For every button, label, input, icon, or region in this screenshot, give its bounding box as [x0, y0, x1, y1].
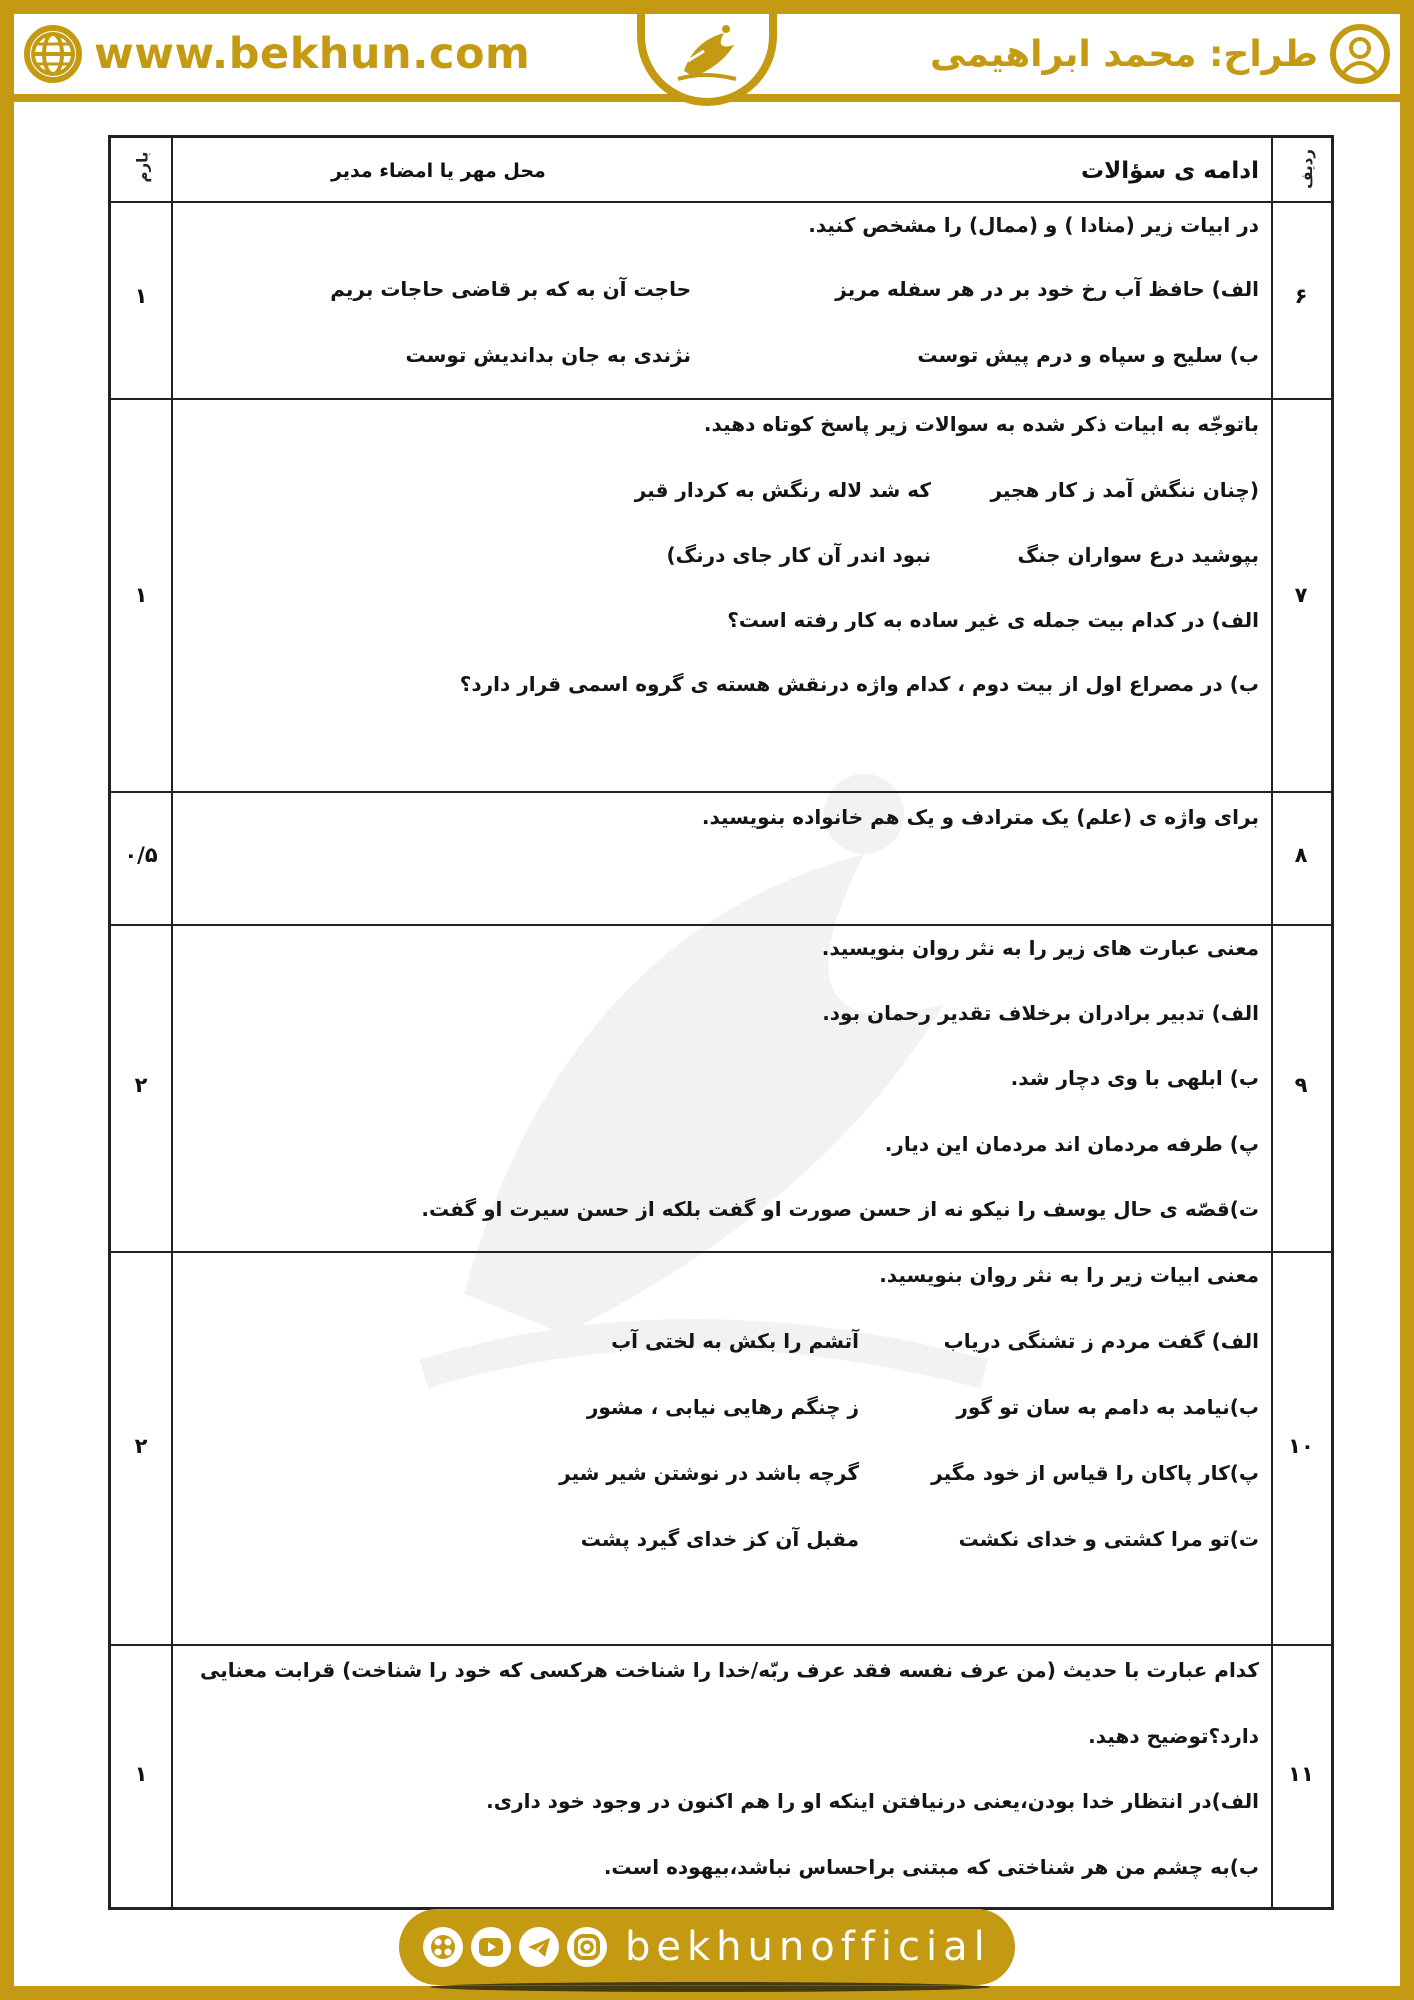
sub-question: الف) در کدام بیت جمله ی غیر ساده به کار رفته است؟	[727, 608, 1259, 632]
sub-question: پ) طرفه مردمان اند مردمان این دیار.	[884, 1132, 1259, 1156]
question-number: ۷	[1294, 583, 1308, 607]
question-number: ۱۱	[1288, 1762, 1314, 1786]
verse-line: الف) حافظ آب رخ خود بر در هر سفله مریز	[835, 277, 1259, 301]
question-prompt: در ابیات زیر (منادا ) و (ممال) را مشخص کنید.	[808, 213, 1259, 237]
verse-line: ب)نیامد به دامم به سان تو گور	[956, 1395, 1259, 1419]
sub-question: ت)قصّه ی حال یوسف را نیکو نه از حسن صورت او گفت بلکه از حسن سیرت او گفت.	[421, 1197, 1259, 1221]
verse-line: نبود اندر آن کار جای درنگ)	[666, 543, 931, 567]
website-text: www.bekhun.com	[94, 29, 531, 79]
table-title: ادامه ی سؤالات	[1080, 158, 1259, 184]
verse-line: گرچه باشد در نوشتن شیر شیر	[559, 1461, 859, 1485]
question-prompt: برای واژه ی (علم) یک مترادف و یک هم خانواده بنویسید.	[701, 805, 1259, 829]
question-number: ۸	[1294, 843, 1308, 867]
designer-info	[930, 22, 1390, 86]
question-score: ۱	[134, 583, 148, 607]
stamp-label: محل مهر یا امضاء مدیر	[331, 160, 546, 182]
designer-name: طراح: محمد ابراهیمی	[929, 33, 1318, 75]
user-icon	[1330, 24, 1390, 84]
youtube-icon[interactable]	[471, 1927, 511, 1967]
sub-question: الف) تدبیر برادران برخلاف تقدیر رحمان بود.	[822, 1001, 1259, 1025]
question-prompt: دارد؟توضیح دهید.	[1088, 1724, 1259, 1748]
question-number: ۱۰	[1288, 1434, 1314, 1458]
verse-line: حاجت آن به که بر قاضی حاجات بریم	[330, 277, 691, 301]
globe-icon	[24, 25, 82, 83]
social-footer	[399, 1909, 1015, 1985]
row-column-label: ردیف	[1297, 149, 1316, 189]
question-score: ۱	[134, 1762, 148, 1786]
questions-table	[108, 135, 1334, 1910]
question-prompt: کدام عبارت با حدیث (من عرف نفسه فقد عرف ربّه/خدا را شناخت هرکسی که خود را شناخت) قرابت معنایی	[200, 1658, 1259, 1682]
sub-question: ب) ابلهی با وی دچار شد.	[1010, 1066, 1259, 1090]
footer-shadow	[430, 1982, 990, 1992]
aparat-icon[interactable]	[423, 1927, 463, 1967]
question-score: ۱	[134, 284, 148, 308]
verse-line: ت)تو مرا کشتی و خدای نکشت	[958, 1527, 1259, 1551]
sub-question: ب) در مصراع اول از بیت دوم ، کدام واژه درنقش هسته ی گروه اسمی قرار دارد؟	[459, 672, 1259, 696]
sub-question: الف)در انتظار خدا بودن،یعنی درنیافتن اینکه او را هم اکنون در وجود خود داری.	[486, 1789, 1259, 1813]
question-number: ۹	[1294, 1073, 1308, 1097]
sub-question: ب)به چشم من هر شناختی که مبتنی براحساس نباشد،بیهوده است.	[603, 1855, 1259, 1879]
verse-line: نژندی به جان بداندیش توست	[405, 343, 691, 367]
instagram-icon[interactable]	[567, 1927, 607, 1967]
telegram-icon[interactable]	[519, 1927, 559, 1967]
verse-line: ب) سلیح و سپاه و درم پیش توست	[917, 343, 1259, 367]
verse-line: ز چنگم رهایی نیابی ، مشور	[586, 1395, 859, 1419]
verse-line: آتشم را بکش به لختی آب	[611, 1329, 859, 1353]
exam-page	[14, 14, 1400, 1986]
question-prompt: معنی عبارت های زیر را به نثر روان بنویسید.	[821, 936, 1259, 960]
verse-line: که شد لاله رنگش به کردار قیر	[634, 478, 931, 502]
question-prompt: معنی ابیات زیر را به نثر روان بنویسید.	[879, 1263, 1259, 1287]
verse-line: (چنان ننگش آمد ز کار هجیر	[990, 478, 1259, 502]
logo-icon	[664, 21, 750, 91]
verse-line: بپوشید درع سواران جنگ	[1017, 543, 1259, 567]
verse-line: الف) گفت مردم ز تشنگی دریاب	[943, 1329, 1259, 1353]
question-prompt: باتوجّه به ابیات ذکر شده به سوالات زیر پاسخ کوتاه دهید.	[703, 412, 1259, 436]
question-score: ۲	[134, 1073, 148, 1097]
verse-line: مقبل آن کز خدای گیرد پشت	[580, 1527, 859, 1551]
social-handle[interactable]: bekhunofficial	[625, 1924, 991, 1970]
verse-line: پ)کار پاکان را قیاس از خود مگیر	[931, 1461, 1259, 1485]
question-score: ۲	[134, 1434, 148, 1458]
question-score: ۰/۵	[124, 843, 158, 867]
website-link[interactable]	[24, 22, 530, 86]
question-number: ۶	[1294, 284, 1308, 308]
bekhun-logo	[637, 14, 777, 106]
page-header	[14, 14, 1400, 102]
score-column-label: بارم	[133, 151, 152, 183]
